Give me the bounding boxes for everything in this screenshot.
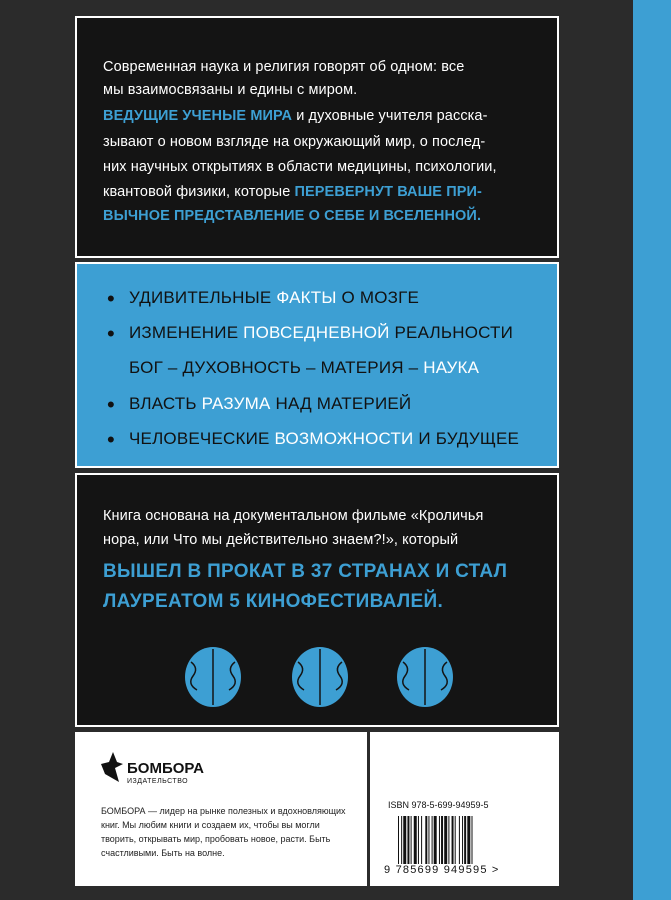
barcode-digits: 9 785699 949595 >: [384, 864, 500, 876]
intro-accent-2: ПЕРЕВЕРНУТ ВАШЕ ПРИ-: [294, 184, 482, 200]
topic-2-b: ПОВСЕДНЕВНОЙ: [243, 323, 390, 342]
topic-4-c: НАД МАТЕРИЕЙ: [270, 394, 412, 413]
topic-2-a: ИЗМЕНЕНИЕ: [129, 323, 244, 342]
film-highlight-1: ВЫШЕЛ В ПРОКАТ В 37 СТРАНАХ И СТАЛ: [103, 561, 508, 582]
intro-line-6: [103, 181, 482, 204]
intro-line-5: них научных открытиях в области медицины, психологии,: [103, 159, 497, 175]
topic-1-b: ФАКТЫ: [276, 288, 337, 307]
topic-2: [129, 323, 513, 343]
topic-4-a: ВЛАСТЬ: [129, 394, 202, 413]
film-highlight: [103, 557, 507, 617]
topic-5-a: ЧЕЛОВЕЧЕСКИЕ: [129, 429, 275, 448]
topic-1-a: УДИВИТЕЛЬНЫЕ: [129, 288, 277, 307]
isbn-panel: [370, 732, 559, 886]
intro-line-3: [103, 105, 488, 128]
topic-3-b: НАУКА: [423, 358, 480, 377]
topics-panel: [75, 262, 559, 468]
topic-5: [129, 429, 519, 449]
intro-panel: [75, 16, 559, 258]
intro-line-3-rest: и духовные учителя расска-: [292, 108, 488, 124]
publisher-sub: ИЗДАТЕЛЬСТВО: [127, 778, 189, 785]
intro-line-6-start: квантовой физики, которые: [103, 184, 295, 200]
topic-3: [129, 358, 479, 378]
topic-1-c: О МОЗГЕ: [336, 288, 420, 307]
topic-1: [129, 288, 419, 308]
bombora-logo-icon: [101, 752, 125, 786]
topic-5-b: ВОЗМОЖНОСТИ: [274, 429, 414, 448]
topic-5-c: И БУДУЩЕЕ: [413, 429, 520, 448]
intro-accent-1: ВЕДУЩИЕ УЧЕНЫЕ МИРА: [103, 108, 293, 124]
film-line-2: нора, или Что мы действительно знаем?!», который: [103, 532, 459, 548]
topic-4: [129, 394, 411, 414]
intro-accent-3: ВЫЧНОЕ ПРЕДСТАВЛЕНИЕ О СЕБЕ И ВСЕЛЕННОЙ.: [103, 208, 482, 224]
topic-2-c: РЕАЛЬНОСТИ: [389, 323, 514, 342]
film-line-1: Книга основана на документальном фильме «Кроличья: [103, 508, 484, 524]
topic-4-b: РАЗУМА: [201, 394, 271, 413]
spine-edge: [633, 0, 671, 900]
publisher-name: БОМБОРА: [127, 760, 204, 777]
intro-line-1: Современная наука и религия говорят об одном: все: [103, 59, 465, 75]
film-highlight-2: ЛАУРЕАТОМ 5 КИНОФЕСТИВАЛЕЙ.: [103, 591, 444, 612]
topic-3-a: БОГ – ДУХОВНОСТЬ – МАТЕРИЯ –: [129, 358, 424, 377]
intro-line-4: зывают о новом взгляде на окружающий мир, о послед-: [103, 134, 486, 150]
brain-icon: [185, 647, 453, 707]
film-panel: [75, 473, 559, 727]
brain-icons: [77, 647, 557, 707]
publisher-description: БОМБОРА — лидер на рынке полезных и вдохновляющих книг. Мы любим книги и создаем их, чтобы вы могли творить, открывать мир, пробовать новое, расти. Быть счастливыми. Быть на волне.: [101, 806, 346, 858]
intro-line-2: мы взаимосвязаны и едины с миром.: [103, 82, 358, 98]
publisher-panel: [75, 732, 367, 886]
isbn-label: ISBN 978-5-699-94959-5: [388, 800, 489, 810]
barcode: [398, 816, 538, 864]
